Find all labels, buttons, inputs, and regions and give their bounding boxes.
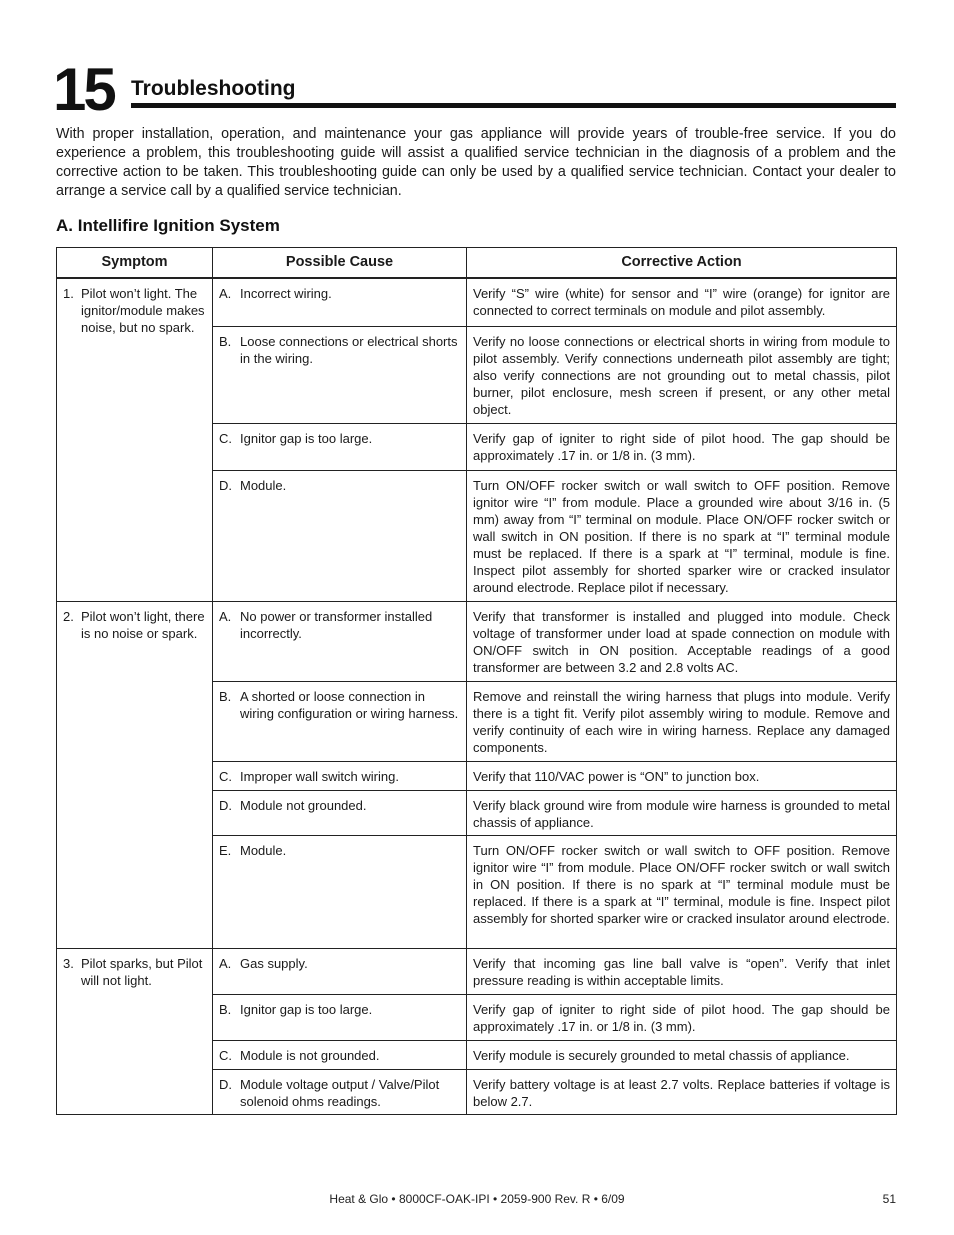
page-title: Troubleshooting	[131, 77, 296, 100]
table-row	[57, 602, 897, 682]
header-possible-cause: Possible Cause	[213, 248, 467, 279]
cause-letter: A.	[219, 956, 232, 971]
symptom-text: Pilot won’t light, there is no noise or spark.	[81, 609, 205, 641]
section-subheading: A. Intellifire Ignition System	[56, 216, 280, 235]
symptom-text: Pilot won’t light. The ignitor/module makes noise, but no spark.	[81, 286, 205, 335]
action-cell: Verify gap of igniter to right side of pilot hood. The gap should be approximately .17 in. or 1/8 in. (3 mm).	[467, 424, 897, 471]
cause-letter: C.	[219, 1048, 232, 1063]
symptom-cell	[57, 602, 213, 949]
table-row	[57, 278, 897, 327]
cause-letter: A.	[219, 286, 232, 301]
table-row	[57, 949, 897, 995]
cause-cell	[213, 471, 467, 602]
action-cell: Verify black ground wire from module wire harness is grounded to metal chassis of appliance.	[467, 791, 897, 836]
symptom-number: 1.	[63, 286, 74, 301]
cause-cell	[213, 327, 467, 424]
cause-letter: B.	[219, 689, 232, 704]
action-cell: Turn ON/OFF rocker switch or wall switch to OFF position. Remove ignitor wire “I” from module. Place ON/OFF rocker switch or wall switch in ON position. If there is no spark at “I” terminal module must be replaced. If there is a spark at “I” terminal, module is fine. Inspect pilot assembly for shorted sparker wire or cracked insulator around electrode.	[467, 836, 897, 949]
action-cell: Verify “S” wire (white) for sensor and “I” wire (orange) for ignitor are connected to correct terminals on module and pilot assembly.	[467, 278, 897, 327]
action-cell: Verify gap of igniter to right side of pilot hood. The gap should be approximately .17 in. or 1/8 in. (3 mm).	[467, 995, 897, 1041]
cause-letter: C.	[219, 431, 232, 446]
cause-text: A shorted or loose connection in wiring configuration or wiring harness.	[240, 689, 459, 721]
action-cell: Verify battery voltage is at least 2.7 volts. Replace batteries if voltage is below 2.7.	[467, 1070, 897, 1115]
symptom-cell	[57, 278, 213, 602]
chapter-number: 15	[53, 56, 114, 123]
cause-cell	[213, 682, 467, 762]
cause-cell	[213, 836, 467, 949]
cause-text: Module is not grounded.	[240, 1048, 380, 1063]
cause-letter: B.	[219, 334, 232, 349]
title-rule	[131, 103, 896, 108]
cause-text: Module.	[240, 478, 287, 493]
cause-text: Module voltage output / Valve/Pilot solenoid ohms readings.	[240, 1077, 440, 1109]
cause-letter: A.	[219, 609, 232, 624]
symptom-number: 3.	[63, 956, 74, 971]
action-cell: Remove and reinstall the wiring harness that plugs into module. Verify there is a tight fit. Verify pilot assembly wiring to module. Remove and verify continuity of each wire in wiring harness. Replace any damaged components.	[467, 682, 897, 762]
cause-cell	[213, 762, 467, 791]
cause-text: Module not grounded.	[240, 798, 367, 813]
cause-letter: D.	[219, 1077, 232, 1092]
cause-text: Module.	[240, 843, 287, 858]
troubleshooting-table	[56, 247, 897, 1115]
cause-text: Improper wall switch wiring.	[240, 769, 399, 784]
cause-letter: D.	[219, 798, 232, 813]
cause-text: Ignitor gap is too large.	[240, 1002, 373, 1017]
action-cell: Verify module is securely grounded to metal chassis of appliance.	[467, 1041, 897, 1070]
header-symptom: Symptom	[57, 248, 213, 279]
symptom-text: Pilot sparks, but Pilot will not light.	[81, 956, 203, 988]
page-number: 51	[882, 1192, 896, 1206]
cause-cell	[213, 995, 467, 1041]
intro-paragraph: With proper installation, operation, and maintenance your gas appliance will provide years of trouble-free service. If you do experience a problem, this troubleshooting guide will assist a qualified service technician in the diagnosis of a problem and the corrective action to be taken. This troubleshooting guide can only be used by a qualified service technician. Contact your dealer to arrange a service call by a qualified service technician.	[56, 126, 896, 199]
header-corrective-action: Corrective Action	[467, 248, 897, 279]
cause-cell	[213, 602, 467, 682]
cause-cell	[213, 424, 467, 471]
footer-document-info: Heat & Glo • 8000CF-OAK-IPI • 2059-900 Rev. R • 6/09	[329, 1192, 625, 1206]
cause-letter: C.	[219, 769, 232, 784]
cause-letter: E.	[219, 843, 232, 858]
cause-text: Gas supply.	[240, 956, 308, 971]
cause-text: Loose connections or electrical shorts in the wiring.	[240, 334, 458, 366]
cause-cell	[213, 278, 467, 327]
cause-text: Ignitor gap is too large.	[240, 431, 373, 446]
table-header-row	[57, 248, 897, 279]
cause-text: Incorrect wiring.	[240, 286, 332, 301]
symptom-number: 2.	[63, 609, 74, 624]
action-cell: Verify no loose connections or electrical shorts in wiring from module to pilot assembly. Verify connections underneath pilot assembly are tight; also verify connections are not grounding out to metal chassis, pilot burner, pilot enclosure, mesh screen if present, or any other metal object.	[467, 327, 897, 424]
cause-letter: D.	[219, 478, 232, 493]
cause-cell	[213, 1070, 467, 1115]
cause-cell	[213, 1041, 467, 1070]
cause-cell	[213, 949, 467, 995]
symptom-cell	[57, 949, 213, 1115]
action-cell: Verify that transformer is installed and plugged into module. Check voltage of transformer under load at spade connection on module with ON/OFF switch in ON position. Acceptable readings of a good transformer are between 3.2 and 2.8 volts AC.	[467, 602, 897, 682]
cause-cell	[213, 791, 467, 836]
action-cell: Verify that 110/VAC power is “ON” to junction box.	[467, 762, 897, 791]
action-cell: Turn ON/OFF rocker switch or wall switch to OFF position. Remove ignitor wire “I” from module. Place a grounded wire about 3/16 in. (5 mm) away from “I” terminal on module. Place ON/OFF rocker switch or wall switch in ON position. If there is no spark at “I” terminal module must be replaced. If there is a spark at “I” terminal, module is fine. Inspect pilot assembly for shorted sparker wire or cracked insulator around electrode. Replace pilot if necessary.	[467, 471, 897, 602]
action-cell: Verify that incoming gas line ball valve is “open”. Verify that inlet pressure reading is within acceptable limits.	[467, 949, 897, 995]
cause-text: No power or transformer installed incorrectly.	[240, 609, 433, 641]
cause-letter: B.	[219, 1002, 232, 1017]
